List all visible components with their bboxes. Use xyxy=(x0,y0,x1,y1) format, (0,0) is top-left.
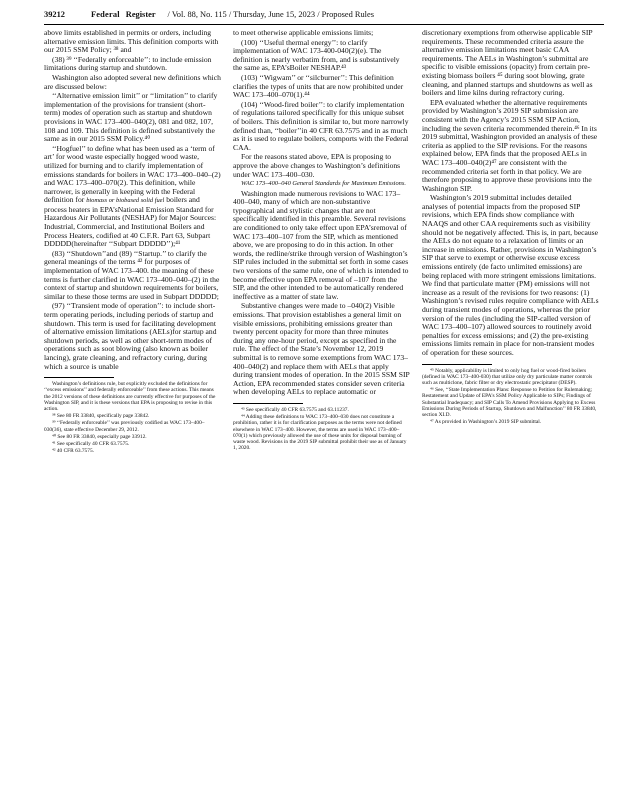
paragraph-text: ‘‘Hogfuel’’ to define what has been used as a ‘term of art’ for wood waste especially hogged wood waste, utilized for burning and to clarify implementation of emissions standards for boilers in WAC 173–400–040–(2) and WAC 173–400–070(2). This definition, while narrower, is generally in keeping with the Federal definition for xyxy=(44,143,221,205)
footnote: Washington’s definitions rule, but explicitly excluded the definitions for ‘‘excess emissions’’ and federally enforceable’’ from these actions. This means the 2012 versions of these definitions are currently effective for purposes of the Washington SIP, and it is these versions that EPA is proposing to revise in this action. xyxy=(44,381,216,412)
paragraph: discretionary exemptions from otherwise applicable SIP requirements. These recommended criteria assure the alternative emission limitations meet basic CAA requirements. The AELs in Washington’s submittal are specific to visible emissions (opacity) from certain pre-existing biomass boilers ⁴⁵ during soot blowing, grate cleaning, and planned startups and shutdowns as well as boilers and lime kilns during refractory curing. xyxy=(422,28,593,98)
column-1 xyxy=(44,29,221,455)
document-page xyxy=(0,4,618,804)
paragraph: (83) ‘‘Shutdown’’and (89) ‘‘Startup.’’ to clarify the general meanings of the terms ⁴² for purposes of implementation of WAC 173–400. the meaning of these terms is further clarified in WAC 173–400–040–(2) in the context of startup and shutdown requirements for boilers, similar to these those terms are used in Subpart DDDDD; xyxy=(44,248,220,301)
paragraph: (97) ‘‘Transient mode of operation’’: to include short-term operating periods, including periods of startup and shutdown. This term is used for facilitating development of alternative emission limitations (AELs)for startup and shutdown periods, as well as other short-term modes of operations such as soot blowing (also known as boiler lancing), grate cleaning, and refractory curing, during which a source is unable xyxy=(44,301,217,371)
paragraph: Substantive changes were made to –040(2) Visible emissions. That provision establishes a general limit on visible emissions, prohibiting emissions greater than twenty percent opacity for more than three minutes during any one-hour period, except as specified in the rule. The effect of the State’s November 12, 2019 submittal is to remove some exemptions from WAC 173–400–040(2) and replace them with AELs that apply during transient modes of operation. In the 2015 SSM SIP Action, EPA recommended states consider seven criteria when developing AELs to replace automatic or xyxy=(233,301,410,397)
paragraph-text: boilers and process heaters in EPA’sNational Emission Standard for Hazardous Air Pollutants (NESHAP) for Major Sources: Industrial, Commercial, and Institutional Boilers and Process Heaters, codified at 40 C.F.R. Part 63, Subpart DDDDD(hereinafter ‘‘Subpart DDDDD’’);⁴¹ xyxy=(44,195,217,249)
header-meta: / Vol. 88, No. 115 / Thursday, June 15, 2023 / Proposed Rules xyxy=(167,9,374,19)
paragraph xyxy=(44,145,221,249)
paragraph: (103) ‘‘Wigwam’’ or ‘‘silcburner’’: This definition clarifies the types of units that are now prohibited under WAC 173–400–070(1).⁴⁴ xyxy=(233,72,404,100)
italic-term: biomass or biobased solid fuel xyxy=(86,197,165,205)
header-federal: Federal xyxy=(90,9,120,19)
paragraph: above limits established in permits or orders, including alternative emission limits. This definition comports with our 2015 SSM Policy; ³⁸ and xyxy=(44,28,219,55)
column-2 xyxy=(233,29,410,455)
paragraph: Washington made numerous revisions to WAC 173–400–040, many of which are non-substantive typographical and stylistic changes that are not specifically identified in this preamble. Several revisions are conditioned to only take effect upon EPA’sremoval of WAC 173–400–107 from the SIP, which as mentioned above, we are proposing to do in this action. In other words, the redline/strike through version of Washington’s SIP rules included in the submittal set forth in some cases two versions of the same rule, one of which is intended to become effective upon EPA removal of –107 from the SIP, and the other intended to be automatically rendered ineffective as a matter of state law. xyxy=(233,188,409,301)
footnote: ⁴⁷ As provided in Washington’s 2019 SIP submittal. xyxy=(430,419,542,426)
footnote: ⁴⁶ See, ‘‘State Implementation Plans: Response to Petition for Rulemaking; Restatement and Update of EPA’s SSM Policy Applicable to SIPs; Findings of Substantial Inadequacy; and SIP Calls To Amend Provisions Applying to Excess Emissions During Periods of Startup, Shutdown and Malfunction’’ 80 FR 33840, section XI.D. xyxy=(422,387,597,418)
footnote: ⁴⁴ Adding these definitions to WAC 173–400–030 does not constitute a prohibition, rather it is for clarification purposes as the terms were not defined elsewhere in WAC 173–400. However, the terms are used in WAC 173–400–070(1) which previously allowed the use of these units for disposal burning of waste wood. Revisions in the 2019 SIP submittal prohibit their use as of January 1, 2020. xyxy=(233,414,407,452)
paragraph: For the reasons stated above, EPA is proposing to approve the above changes to Washington’s definitions under WAC 173–400–030. xyxy=(233,152,401,179)
paragraph: Washington’s 2019 submittal includes detailed analyses of potential impacts from the proposed SIP revisions, which EPA finds show compliance with NAAQS and other CAA requirements such as visibility should not be negatively affected. This is, in part, because the AELs do not equate to a relaxation of limits or an increase in emissions. Rather, provisions in Washington’s SIP that serve to exempt or otherwise excuse excess emissions entirely (de facto unlimited emissions) are being replaced with more stringent emissions limitations. We find that particulate matter (PM) emissions will not increase as a result of the revisions for two reasons: (1) Washington’s revised rules require compliance with AELs during transient modes of operations, whereas the prior version of the rules (including the SIP-called version of WAC 173–400–107) allowed sources to routinely avoid penalties for excess emissions; and (2) the pre-existing emissions limits remain in place for non-transient modes of operation for these sources. xyxy=(422,193,599,357)
footnote: ⁴⁰ See 80 FR 33840, especially page 33912. xyxy=(52,433,147,440)
footnote: ³⁸ See 80 FR 33840, specifically page 33842. xyxy=(52,413,150,420)
footnote: ⁴³ See specifically 40 CFR 63.7575 and 63.11237. xyxy=(241,406,349,413)
footnote: ⁴¹ See specifically 40 CFR 63.7575. xyxy=(52,440,130,447)
paragraph: (100) ‘‘Useful thermal energy’’: to clarify implementation of WAC 173-400-040(2)(e). The definition is nearly verbatim from, and is substantively the same as, EPA’sBoiler NESHAP.⁴³ xyxy=(233,37,400,73)
footnote-rule xyxy=(422,364,492,365)
footnote: ⁴² 40 CFR 63.7575. xyxy=(52,448,94,455)
paragraph: to meet otherwise applicable emissions limits; xyxy=(233,28,374,37)
footnote-rule xyxy=(233,403,303,404)
section-heading: WAC 173–400–040 General Standards for Maximum Emissions. xyxy=(241,180,406,188)
footnote: ³⁹ ‘‘Federally enforceable’’ was previously codified as WAC 173–400–030(36), state effective December 29, 2012. xyxy=(44,420,205,433)
paragraph: EPA evaluated whether the alternative requirements provided by Washington’s 2019 SIP submission are consistent with the Agency’s 2015 SSM SIP Action, including the seven criteria recommended therein.⁴⁶ In its 2019 submittal, Washington provided an analysis of these criteria as applied to the SIP revisions. For the reasons explained below, EPA finds that the proposed AELs in WAC 173–400–040(2)⁴⁷ are consistent with the recommended criteria set forth in that policy. We are therefore proposing to approve these provisions into the Washington SIP. xyxy=(422,97,598,193)
header-register: Register xyxy=(125,9,156,19)
page-header xyxy=(44,4,604,25)
paragraph: Washington also adopted several new definitions which are discussed below: xyxy=(44,72,221,91)
footnote-rule xyxy=(44,377,114,378)
paragraph: (104) ‘‘Wood-fired boiler’’: to clarify implementation of regulations tailored specifically for this unique subset of boilers. This definition is similar to, but more narrowly defined than, ‘‘boiler’’in 40 CFR 63.7575 and in as much as it is used to regulate boilers, comports with the Federal CAA. xyxy=(233,99,409,152)
paragraph: ‘‘Alternative emission limit’’ or ‘‘limitation’’ to clarify implementation of the provisions for transient (short-term) modes of operation such as startup and shutdown provisions in WAC 173–400–040(2), 081 and 082, 107, 108 and 109. This definition is defined substantively the same as in our 2015 SSM Policy.⁴⁰ xyxy=(44,91,218,144)
footnote: ⁴⁵ Notably, applicability is limited to only hog fuel or wood-fired boilers (defined in WAC 173–400-030) that utilize only dry particulate matter controls such as multiclone, fabric filter or dry electrostatic precipitator (DESP). xyxy=(422,367,593,386)
column-3 xyxy=(422,29,599,455)
text-columns xyxy=(44,29,604,455)
paragraph: (38) ³⁹ ‘‘Federally enforceable’’: to include emission limitations during startup and shutdown. xyxy=(44,54,212,73)
page-number: 39212 xyxy=(44,9,65,19)
